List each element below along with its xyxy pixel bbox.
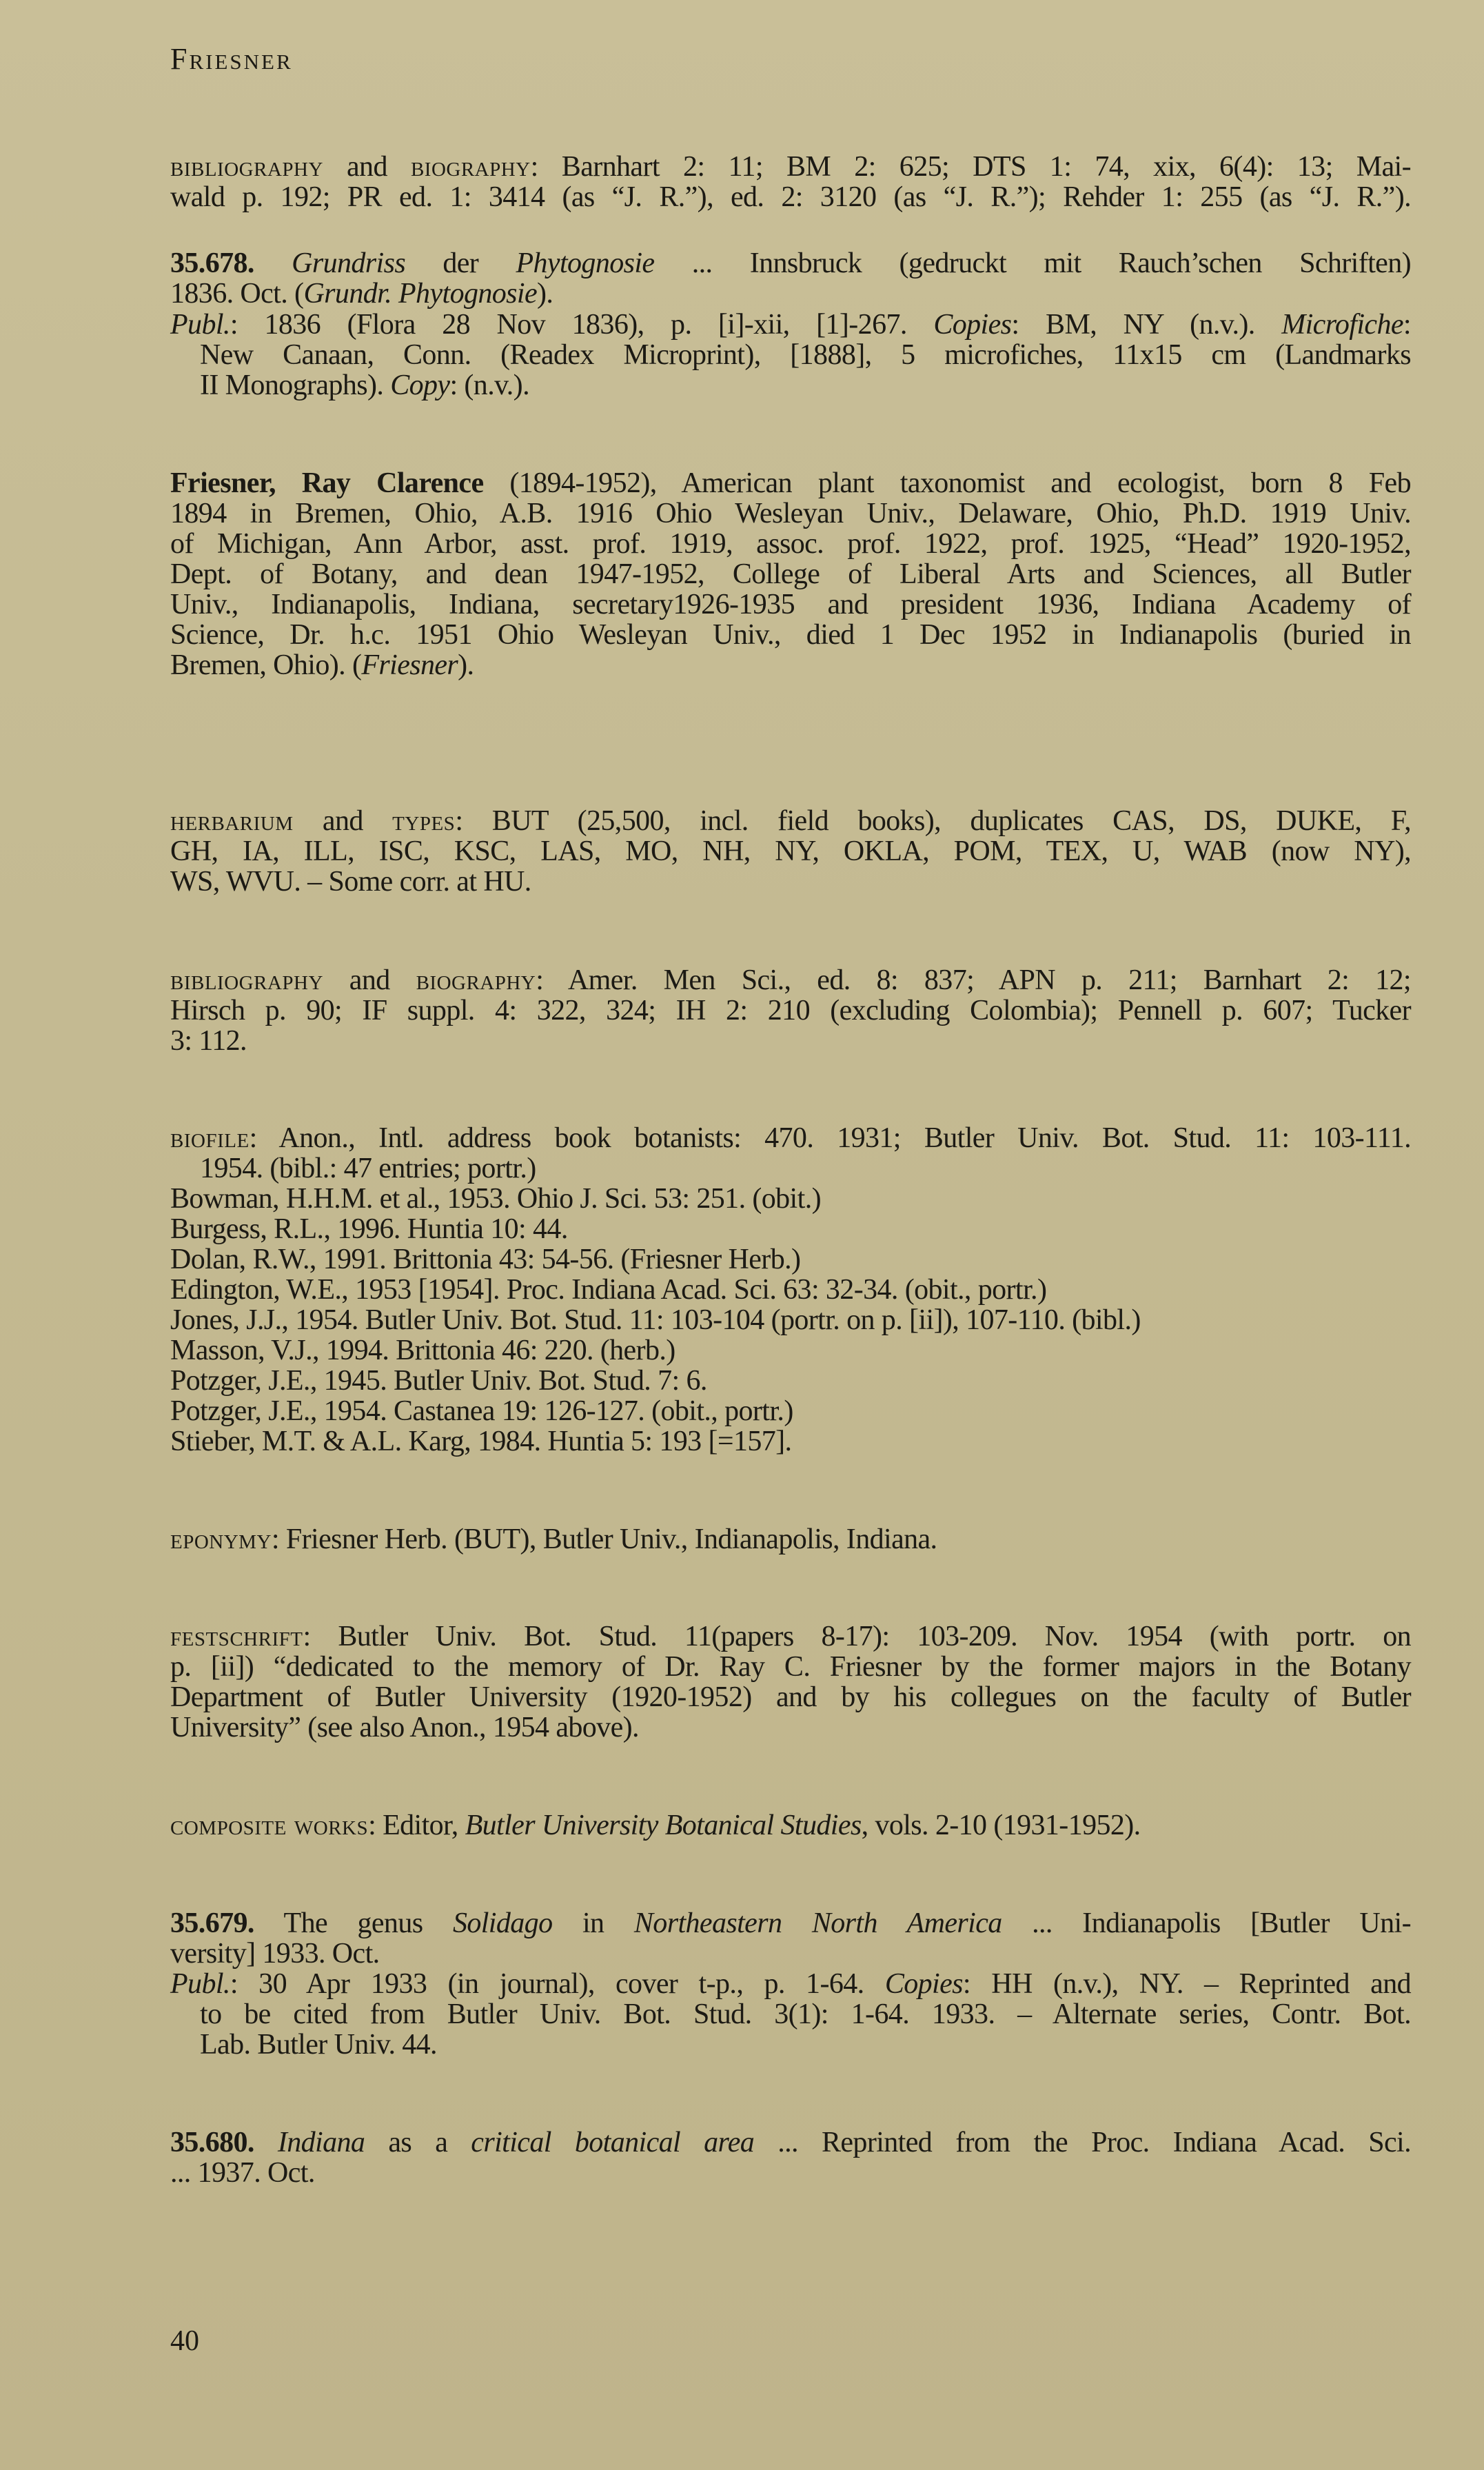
- entry-678-publ: [170, 310, 1411, 340]
- biofile-line-1: [170, 1123, 1411, 1153]
- section-label: composite works: [170, 1810, 369, 1841]
- biofile-item: Potzger, J.E., 1945. Butler Univ. Bot. Stud. 7: 6.: [170, 1365, 707, 1397]
- text: : 1836 (Flora 28 Nov 1836), p. [i]-xii, [1]-267.: [230, 309, 934, 341]
- section-label: herbarium: [170, 805, 294, 837]
- label: Copies: [884, 1968, 963, 2000]
- entry-678-title: [170, 248, 1411, 279]
- text: : HH (n.v.), NY. – Reprinted and: [962, 1968, 1411, 2000]
- eponymy-line: [170, 1524, 1411, 1555]
- text: critical botanical area: [471, 2127, 755, 2158]
- composite-works-line: [170, 1810, 1411, 1841]
- running-header: Friesner: [170, 42, 293, 76]
- entry-679-line-2: versity] 1933. Oct.: [170, 1938, 380, 1970]
- text: Butler University Botanical Studies: [465, 1810, 862, 1841]
- person-name: Friesner, Ray Clarence: [170, 467, 484, 499]
- biofile-item: Stieber, M.T. & A.L. Karg, 1984. Huntia 5: 193 [=157].: [170, 1426, 792, 1457]
- text: :: [1403, 309, 1411, 341]
- text: ... Reprinted from the Proc. Indiana Acad. Sci.: [754, 2127, 1411, 2158]
- text: , vols. 2-10 (1931-1952).: [861, 1810, 1141, 1841]
- entry-680-title: [170, 2127, 1411, 2158]
- text: and: [323, 964, 416, 996]
- label: Publ.: [170, 309, 230, 341]
- text: in: [552, 1907, 634, 1939]
- prev-bibliography-line-1: [170, 152, 1411, 182]
- entry-679-publ: [170, 1969, 1411, 1999]
- entry-number: 35.679.: [170, 1907, 254, 1939]
- entry-680-line-2: ... 1937. Oct.: [170, 2157, 315, 2189]
- label: Copies: [933, 309, 1012, 341]
- section-label: bibliography: [170, 151, 323, 183]
- text: and: [293, 805, 393, 837]
- text: 1836. Oct. (: [170, 278, 304, 310]
- text: : (n.v.).: [449, 370, 529, 401]
- herbarium-line-2: GH, IA, ILL, ISC, KSC, LAS, MO, NH, NY, OKLA, POM, TEX, U, WAB (now NY),: [170, 836, 1411, 867]
- text: ... Innsbruck (gedruckt mit Rauch’schen Schriften): [654, 247, 1412, 279]
- biography-line-4: Dept. of Botany, and dean 1947-1952, College of Liberal Arts and Sciences, all Butler: [170, 558, 1411, 590]
- biography-line-1: [170, 468, 1411, 498]
- bibliography-line-2: Hirsch p. 90; IF suppl. 4: 322, 324; IH 2: 210 (excluding Colombia); Pennell p. 607; Tucker: [170, 995, 1411, 1026]
- herbarium-line-3: WS, WVU. – Some corr. at HU.: [170, 866, 531, 898]
- label: Copy: [390, 370, 450, 401]
- text: : Butler Univ. Bot. Stud. 11(papers 8-17): 103-209. Nov. 1954 (with portr. on: [303, 1621, 1411, 1652]
- text: Friesner: [361, 649, 458, 681]
- biography-line-6: Science, Dr. h.c. 1951 Ohio Wesleyan Univ., died 1 Dec 1952 in Indianapolis (buried in: [170, 619, 1411, 651]
- festschrift-line-3: Department of Butler University (1920-1952) and by his collegues on the faculty of Butler: [170, 1681, 1411, 1713]
- text: Phytognosie: [516, 247, 655, 279]
- section-label: festschrift: [170, 1621, 303, 1652]
- entry-678-line-5: [200, 370, 1411, 401]
- entry-678-line-2: [170, 279, 1411, 309]
- text: : BUT (25,500, incl. field books), duplicates CAS, DS, DUKE, F,: [455, 805, 1411, 837]
- biography-line-5: Univ., Indianapolis, Indiana, secretary1926-1935 and president 1936, Indiana Academy of: [170, 589, 1411, 620]
- biography-line-2: 1894 in Bremen, Ohio, A.B. 1916 Ohio Wesleyan Univ., Delaware, Ohio, Ph.D. 1919 Univ.: [170, 498, 1411, 529]
- label: Publ.: [170, 1968, 230, 2000]
- herbarium-line-1: [170, 806, 1411, 836]
- text: ).: [458, 649, 474, 681]
- text: : Editor,: [368, 1810, 465, 1841]
- biofile-item: Bowman, H.H.M. et al., 1953. Ohio J. Sci. 53: 251. (obit.): [170, 1183, 821, 1215]
- text: as a: [365, 2127, 471, 2158]
- text: ... Indianapolis [Butler Uni-: [1002, 1907, 1411, 1939]
- label: Microfiche: [1281, 309, 1403, 341]
- text: Grundr. Phytognosie: [303, 278, 538, 310]
- festschrift-line-2: p. [ii]) “dedicated to the memory of Dr. Ray C. Friesner by the former majors in the Botany: [170, 1651, 1411, 1683]
- section-label: biography: [410, 151, 531, 183]
- text: : Barnhart 2: 11; BM 2: 625; DTS 1: 74, xix, 6(4): 13; Mai-: [530, 151, 1411, 183]
- festschrift-line-1: [170, 1621, 1411, 1652]
- text: : BM, NY (n.v.).: [1011, 309, 1282, 341]
- section-label: bibliography: [170, 964, 323, 996]
- biofile-item: Burgess, R.L., 1996. Huntia 10: 44.: [170, 1213, 568, 1245]
- section-label: eponymy: [170, 1523, 272, 1555]
- section-label: biography: [416, 964, 536, 996]
- text: Bremen, Ohio). (: [170, 649, 362, 681]
- text: : Friesner Herb. (BUT), Butler Univ., Indianapolis, Indiana.: [271, 1523, 937, 1555]
- entry-number: 35.680.: [170, 2127, 254, 2158]
- text: Solidago: [452, 1907, 553, 1939]
- text: ).: [537, 278, 553, 310]
- text: and: [323, 151, 411, 183]
- entry-679-line-4: to be cited from Butler Univ. Bot. Stud. 3(1): 1-64. 1933. – Alternate series, Contr. Bot.: [200, 1998, 1411, 2030]
- biofile-item: Jones, J.J., 1954. Butler Univ. Bot. Stud. 11: 103-104 (portr. on p. [ii]), 107-110. (bibl.): [170, 1304, 1141, 1336]
- text: Grundriss: [292, 247, 406, 279]
- text: (1894-1952), American plant taxonomist and ecologist, born 8 Feb: [483, 467, 1411, 499]
- biofile-line-2: 1954. (bibl.: 47 entries; portr.): [200, 1153, 536, 1184]
- entry-679-title: [170, 1908, 1411, 1938]
- biography-line-3: of Michigan, Ann Arbor, asst. prof. 1919, assoc. prof. 1922, prof. 1925, “Head” 1920-1952,: [170, 528, 1411, 560]
- bibliography-line-3: 3: 112.: [170, 1025, 247, 1057]
- festschrift-line-4: University” (see also Anon., 1954 above).: [170, 1712, 639, 1743]
- prev-bibliography-line-2: wald p. 192; PR ed. 1: 3414 (as “J. R.”), ed. 2: 3120 (as “J. R.”); Rehder 1: 255 (as “J. R.”).: [170, 181, 1411, 213]
- bibliography-line-1: [170, 965, 1411, 995]
- text: : Anon., Intl. address book botanists: 470. 1931; Butler Univ. Bot. Stud. 11: 103-111.: [249, 1122, 1411, 1154]
- entry-678-line-4: New Canaan, Conn. (Readex Microprint), [1888], 5 microfiches, 11x15 cm (Landmarks: [200, 339, 1411, 371]
- text: Indiana: [277, 2127, 365, 2158]
- text: Northeastern North America: [633, 1907, 1002, 1939]
- text: : Amer. Men Sci., ed. 8: 837; APN p. 211; Barnhart 2: 12;: [536, 964, 1411, 996]
- section-label: biofile: [170, 1122, 250, 1154]
- entry-679-line-5: Lab. Butler Univ. 44.: [200, 2029, 437, 2061]
- entry-number: 35.678.: [170, 247, 254, 279]
- text: The genus: [254, 1907, 453, 1939]
- biofile-item: Dolan, R.W., 1991. Brittonia 43: 54-56. (Friesner Herb.): [170, 1244, 801, 1275]
- biofile-item: Potzger, J.E., 1954. Castanea 19: 126-127. (obit., portr.): [170, 1395, 793, 1427]
- page-number: 40: [170, 2325, 199, 2357]
- text: II Monographs).: [200, 370, 391, 401]
- biography-line-7: [170, 650, 1411, 680]
- section-label: types: [392, 805, 456, 837]
- text: der: [405, 247, 516, 279]
- biofile-item: Edington, W.E., 1953 [1954]. Proc. Indiana Acad. Sci. 63: 32-34. (obit., portr.): [170, 1274, 1047, 1306]
- biofile-item: Masson, V.J., 1994. Brittonia 46: 220. (herb.): [170, 1335, 675, 1366]
- text: : 30 Apr 1933 (in journal), cover t-p., p. 1-64.: [230, 1968, 885, 2000]
